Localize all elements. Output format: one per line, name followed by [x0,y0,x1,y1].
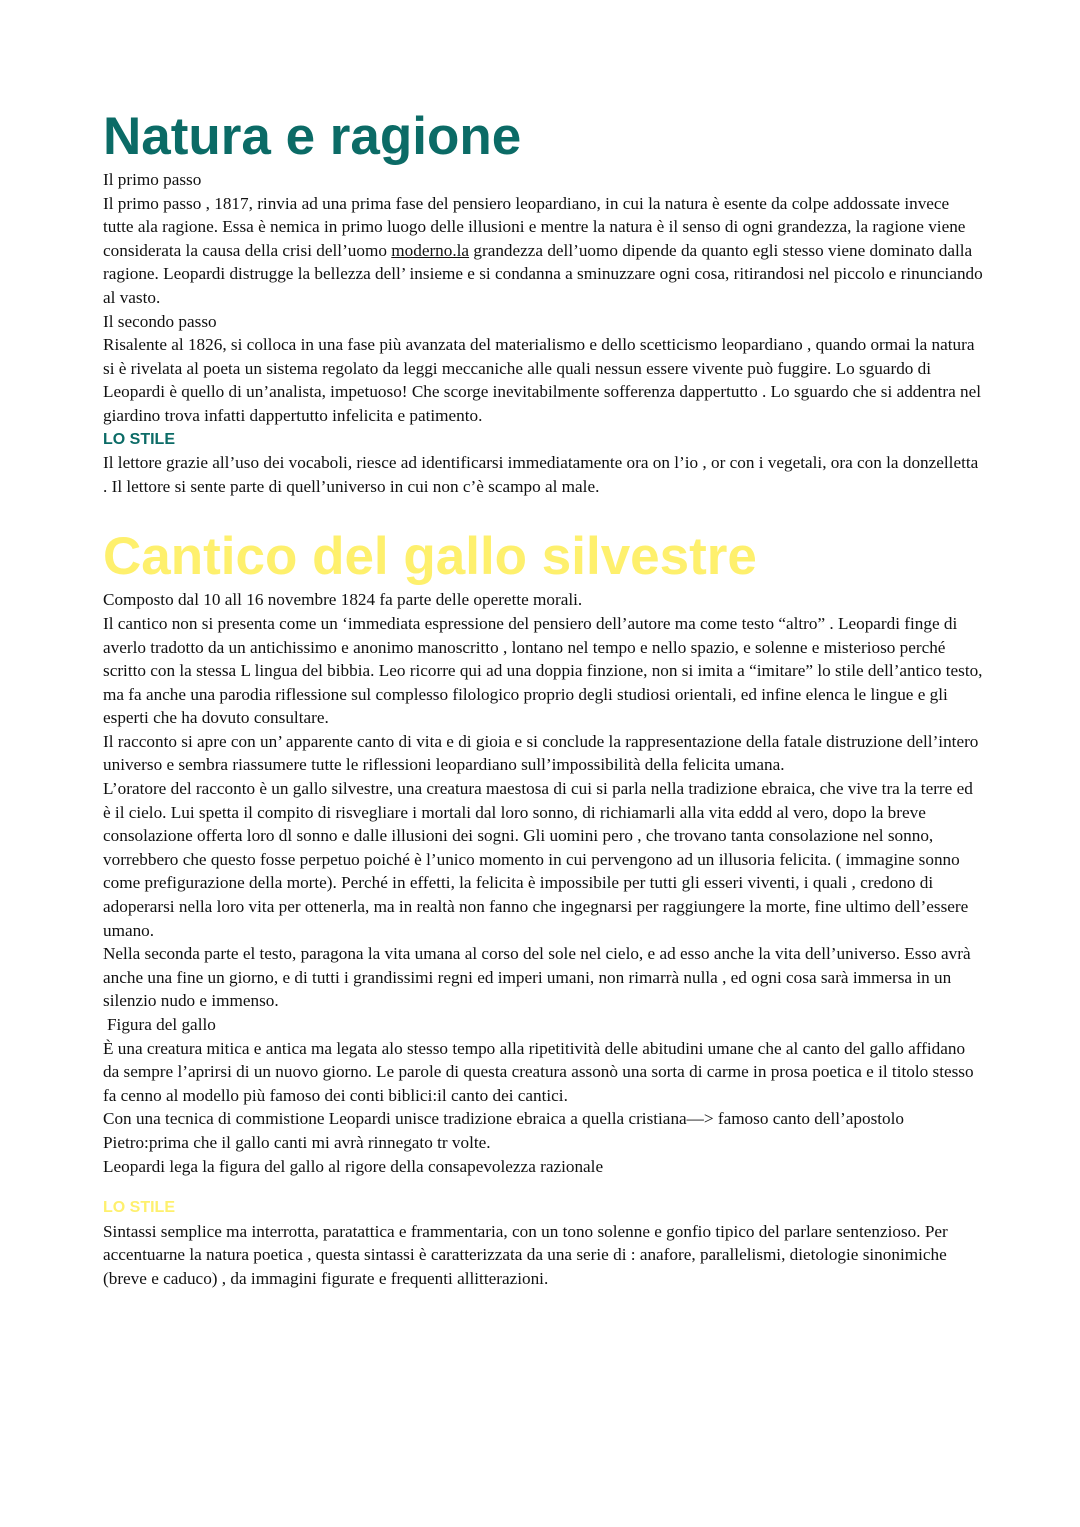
paragraph-figura: È una creatura mitica e antica ma legata alo stesso tempo alla ripetitività delle abitudini umane che al canto del gallo affidano da sempre l’aprirsi di un nuovo giorno. Le parole di questa creatura assonò una sorta di carme in prosa poetica e il titolo stesso fa cenno al modello più famoso dei conti biblici:il canto dei cantici. [103,1038,974,1105]
paragraph-rigore: Leopardi lega la figura del gallo al rigore della consapevolezza razionale [103,1156,604,1176]
paragraph-text: grandezza dell’uomo dipende da quanto egli stesso viene dominato dalla ragione. Leopardi distrugge la bellezza dell’ insieme e si condanna a sminuzzare ogni cosa, ritirandosi nel piccolo e rinunciando al vasto. [103,240,983,307]
paragraph-cantico-intro: Il cantico non si presenta come un ‘immediata espressione del pensiero dell’autore ma come testo “altro” . Leopardi finge di averlo tradotto da un antichissimo e anonimo manoscritto , lontano nel tempo e nello spazio, e solenne e misterioso perché scritto con la stessa L lingua del bibbia. Leo ricorre qui ad una doppia finzione, non si imita a “imitare” lo stile dell’antico testo, ma fa anche una parodia riflessione sul complesso filologico proprio degli studiosi orientali, ed infine elenca le lingue e gli esperti che ha dovuto consultare. [103,613,983,728]
subheading-lo-stile-2: LO STILE [103,1199,175,1217]
subheading-lo-stile: LO STILE [103,430,175,448]
paragraph-text: Il primo passo , 1817, rinvia ad una prima fase del pensiero leopardiano, in cui la natura è esente da colpe addossate invece tutte ala ragione. Essa è nemica in primo luogo delle illusioni e mentre la natura è il senso di ogni grandezza, la ragione viene considerata la causa della crisi dell’uomo [103,193,966,260]
paragraph-oratore: L’oratore del racconto è un gallo silvestre, una creatura maestosa di cui si parla nella tradizione ebraica, che vive tra la terre ed è il cielo. Lui spetta il compito di risvegliare i mortali dal loro sonno, di richiamarli alla vita eddd al vero, dopo la breve consolazione offerta loro dl sonno e dalle illusioni dei sogni. Gli uomini pero , che trovano tanta consolazione nel sonno, vorrebbero che questo fosse perpetuo poiché è l’unico momento in cui pervengono ad un illusoria felicita. ( immagine sonno come prefigurazione della morte). Perché in effetti, la felicita è impossibile per tutti gli esseri viventi, i quali , credono di adoperarsi nella loro vita per ottenerla, ma in realtà non fanno che ingegnarsi per raggiungere la morte, fine ultimo dell’essere umano. [103,779,973,940]
subheading-secondo-passo: Il secondo passo [103,311,217,331]
subheading-primo-passo: Il primo passo [103,170,202,189]
paragraph-racconto: Il racconto si apre con un’ apparente canto di vita e di gioia e si conclude la rappresentazione della fatale distruzione dell’intero universo e sembra riassumere tutte le riflessioni leopardiano sull’impossibilità della felicita umana. [103,731,979,775]
document-content [103,106,983,1291]
paragraph-lo-stile: Il lettore grazie all’uso dei vocaboli, riesce ad identificarsi immediatamente ora on l’io , or con i vegetali, ora con la donzelletta . Il lettore si sente parte di quell’universo in cui non c’è scampo al male. [103,453,979,496]
paragraph-seconda-parte: Nella seconda parte el testo, paragona la vita umana al corso del sole nel cielo, e ad esso anche la vita dell’universo. Esso avrà anche una fine un giorno, e di tutti i grandissimi regni ed imperi umani, non rimarrà nulla , ed ogni cosa sarà immersa in un silenzio nudo e immenso. [103,944,971,1011]
paragraph-commistione: Con una tecnica di commistione Leopardi unisce tradizione ebraica a quella cristiana—> famoso canto dell’apostolo Pietro:prima che il gallo canti mi avrà rinnegato tr volte. [103,1109,904,1152]
underlined-link-text[interactable]: moderno.la [391,240,470,260]
section-title-natura-e-ragione: Natura e ragione [103,107,522,166]
paragraph-secondo-passo: Risalente al 1826, si colloca in una fase più avanzata del materialismo e dello scetticismo leopardiano , quando ormai la natura si è rivelata al poeta un sistema regolato da leggi meccaniche alle quali nessun essere vivente può fuggire. Lo sguardo di Leopardi è quello di un’analista, impetuoso! Che scorge inevitabilmente sofferenza dappertutto . Lo sguardo che si addentra nel giardino trova infatti dappertutto infelicita e patimento. [103,335,982,425]
subheading-figura-del-gallo: Figura del gallo [107,1015,216,1034]
section-title-cantico: Cantico del gallo silvestre [103,527,757,587]
paragraph-primo-passo [103,192,983,310]
paragraph-sintassi: Sintassi semplice ma interrotta, paratattica e frammentaria, con un tono solenne e gonfio tipico del parlare sentenzioso. Per accentuarne la natura poetica , questa sintassi è caratterizzata da una serie di : anafore, parallelismi, dietologie sinonimiche (breve e caduco) , da immagini figurate e frequenti allitterazioni. [103,1221,948,1288]
paragraph-composto: Composto dal 10 all 16 novembre 1824 fa parte delle operette morali. [103,590,583,610]
